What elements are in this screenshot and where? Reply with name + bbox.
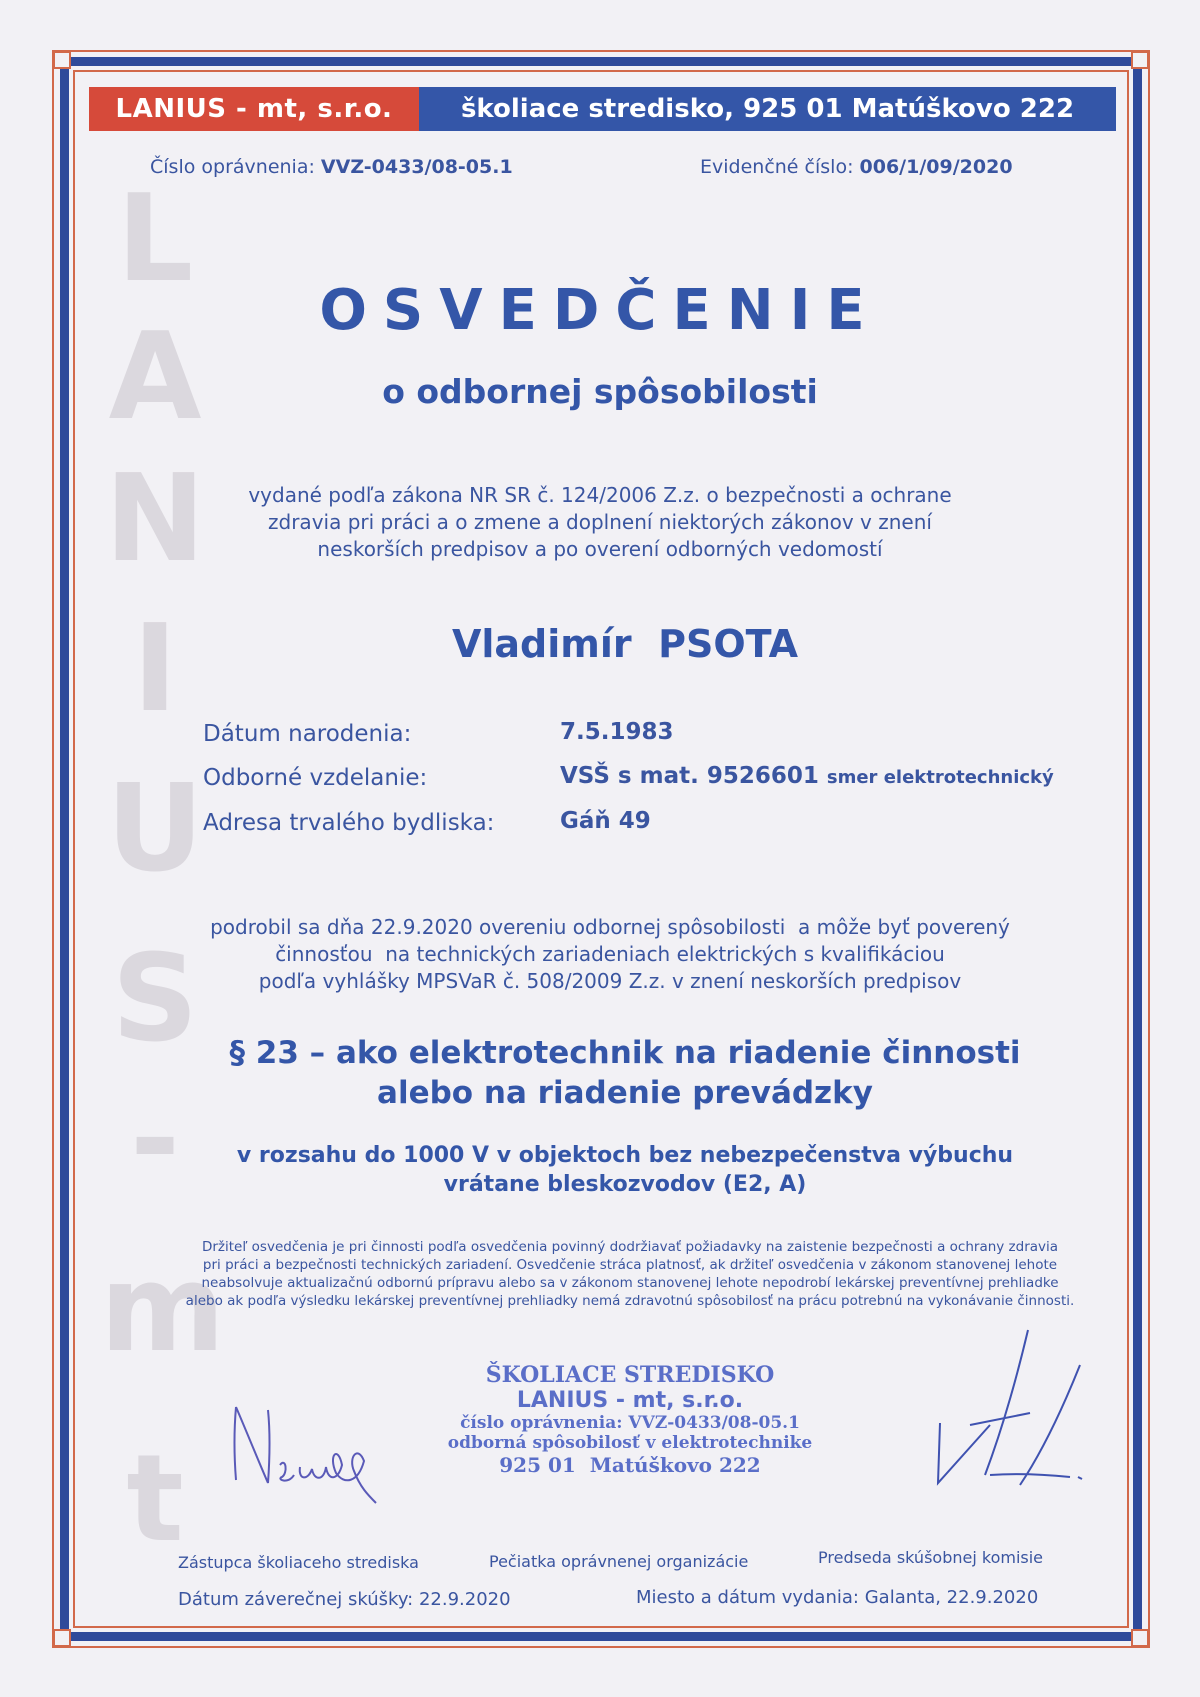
stamp-line: odborná spôsobilosť v elektrotechnike [447, 1433, 813, 1453]
watermark-letter: I [132, 600, 178, 739]
watermark-letter: S [111, 930, 199, 1069]
stamp-line: číslo oprávnenia: VVZ-0433/08-05.1 [460, 1413, 800, 1433]
holder-name: Vladimír PSOTA [451, 622, 799, 666]
company-logo: LANIUS - mt, s.r.o. [89, 87, 419, 131]
chairman-signature [930, 1325, 1090, 1505]
legal-basis-line: zdravia pri práci a o zmene a doplnení niektorých zákonov v znení [268, 510, 932, 534]
issue-value: Galanta, 22.9.2020 [864, 1587, 1039, 1608]
watermark-letter: L [116, 170, 194, 309]
scope-line: v rozsahu do 1000 V v objektoch bez nebezpečenstva výbuchu [236, 1143, 1014, 1168]
stamp-line: ŠKOLIACE STREDISKO [485, 1362, 775, 1388]
watermark-letter: - [130, 1070, 180, 1209]
exam-statement [200, 914, 1020, 995]
chairman-role: Predseda skúšobnej komisie [818, 1548, 1044, 1567]
exam-line: podrobil sa dňa 22.9.2020 overeniu odbornej spôsobilosti a môže byť poverený [210, 915, 1010, 939]
exam-date-value: 22.9.2020 [418, 1589, 511, 1610]
education-field: smer elektrotechnický [826, 767, 1054, 788]
corner-ornament [1131, 51, 1149, 69]
record-label: Evidenčné číslo: [700, 156, 854, 178]
watermark-letter: N [104, 450, 206, 589]
notice-line: neabsolvuje aktualizačnú odbornú prípravu alebo sa v zákonom stanovenej lehote nepodrobí lekárskej preventívnej prehliadke [201, 1275, 1059, 1291]
organization-stamp [440, 1362, 820, 1477]
legal-basis-line: neskorších predpisov a po overení odborných vedomostí [317, 537, 883, 561]
address-label: Adresa trvalého bydliska: [203, 810, 495, 836]
education-label: Odborné vzdelanie: [203, 765, 428, 791]
exam-date [178, 1589, 511, 1610]
issue-label: Miesto a dátum vydania: [636, 1587, 859, 1608]
record-number [700, 156, 1013, 178]
permit-number [150, 156, 513, 178]
scope-line: vrátane bleskozvodov (E2, A) [443, 1172, 807, 1197]
certificate-subtitle: o odbornej spôsobilosti [382, 372, 818, 411]
permit-value: VVZ-0433/08-05.1 [320, 156, 513, 178]
qualification-paragraph [0, 1033, 1200, 1113]
stamp-role: Pečiatka oprávnenej organizácie [489, 1552, 749, 1571]
exam-date-label: Dátum záverečnej skúšky: [178, 1589, 414, 1610]
qualification-line: § 23 – ako elektrotechnik na riadenie činnosti [229, 1035, 1021, 1071]
corner-ornament [1131, 1629, 1149, 1647]
birth-date-label: Dátum narodenia: [203, 721, 412, 747]
birth-date-value: 7.5.1983 [560, 719, 674, 745]
exam-line: podľa vyhlášky MPSVaR č. 508/2009 Z.z. v znení neskorších predpisov [258, 969, 962, 993]
qualification-scope [0, 1141, 1200, 1199]
legal-basis-text [220, 482, 980, 563]
notice-line: alebo ak podľa výsledku lekárskej preventívnej prehliadky nemá zdravotnú spôsobilosť na prácu potrebnú na vykonávanie činnosti. [185, 1293, 1075, 1309]
header-band [89, 87, 1116, 131]
watermark-letter: U [106, 760, 204, 899]
watermark-letter: t [126, 1430, 184, 1569]
education-value [560, 763, 1054, 789]
stamp-line: LANIUS - mt, s.r.o. [516, 1388, 744, 1413]
watermark-letter: A [108, 308, 202, 447]
address-value: Gáň 49 [560, 808, 651, 834]
representative-role: Zástupca školiaceho strediska [178, 1553, 419, 1572]
legal-basis-line: vydané podľa zákona NR SR č. 124/2006 Z.z. o bezpečnosti a ochrane [248, 483, 952, 507]
training-center-address: školiace stredisko, 925 01 Matúškovo 222 [419, 87, 1116, 131]
record-value: 006/1/09/2020 [859, 156, 1013, 178]
certificate-title: OSVEDČENIE [319, 278, 881, 343]
representative-signature [228, 1395, 418, 1505]
watermark-letter: m [100, 1240, 226, 1379]
stamp-line: 925 01 Matúškovo 222 [499, 1453, 761, 1477]
issue-place-date [636, 1587, 1038, 1608]
permit-label: Číslo oprávnenia: [150, 156, 315, 178]
exam-line: činnosťou na technických zariadeniach elektrických s kvalifikáciou [275, 942, 945, 966]
corner-ornament [53, 51, 71, 69]
qualification-line: alebo na riadenie prevádzky [377, 1075, 873, 1111]
notice-line: Držiteľ osvedčenia je pri činnosti podľa osvedčenia povinný dodržiavať požiadavky na zaistenie bezpečnosti a ochrany zdravia [201, 1239, 1059, 1255]
validity-notice [180, 1238, 1080, 1310]
notice-line: pri práci a bezpečnosti technických zariadení. Osvedčenie stráca platnosť, ak držiteľ osvedčenia v zákonom stanovenej lehote [202, 1257, 1058, 1273]
corner-ornament [53, 1629, 71, 1647]
education-degree: VSŠ s mat. 9526601 [560, 763, 819, 789]
